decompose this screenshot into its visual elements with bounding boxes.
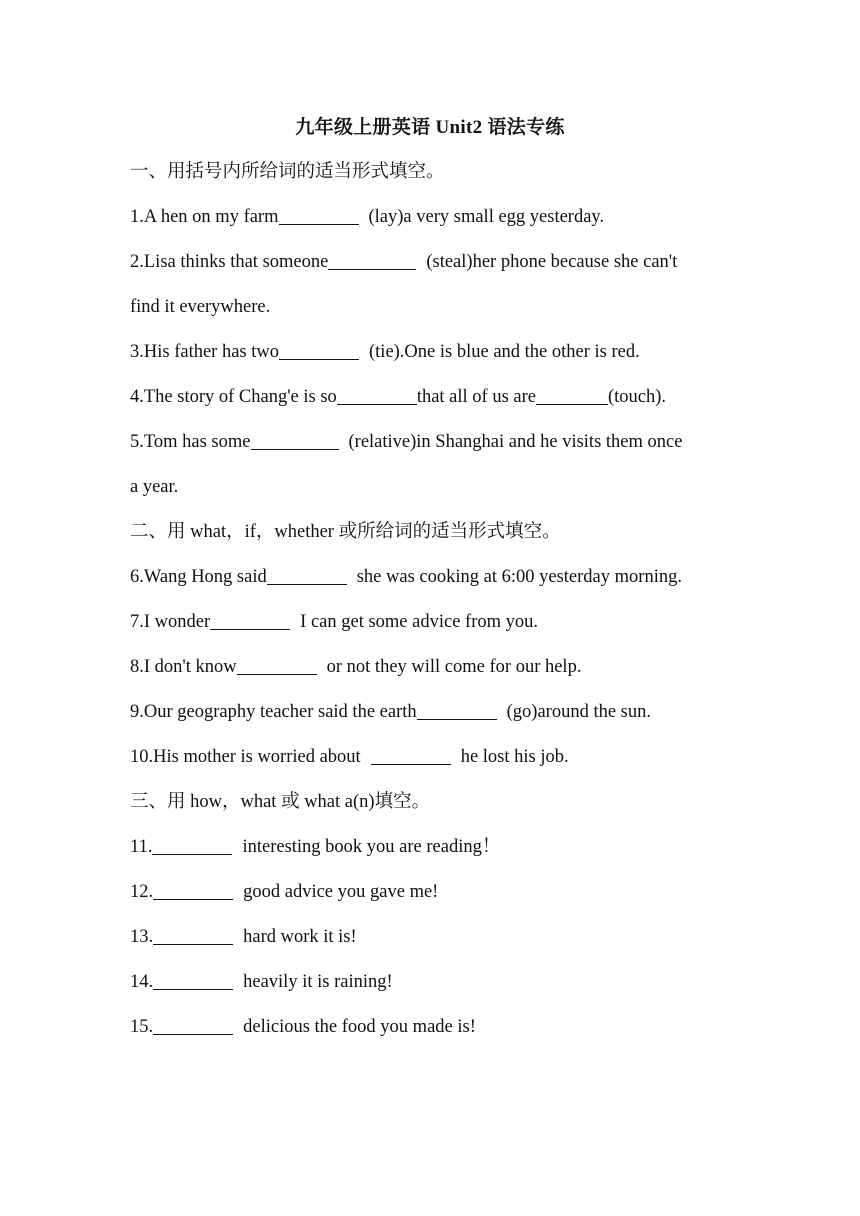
question-text: (lay)a very small egg yesterday. [368, 207, 605, 227]
question-10 [130, 743, 740, 771]
page-title: 九年级上册英语 Unit2 语法专练 [295, 117, 565, 138]
section-heading-2: 二、用 what，if，whether 或所给词的适当形式填空。 [130, 522, 561, 542]
answer-blank-2[interactable] [536, 384, 608, 405]
question-text: hard work it is! [243, 927, 357, 947]
question-text: 12. [130, 882, 154, 902]
question-text: 14. [130, 972, 154, 992]
answer-blank[interactable] [251, 429, 339, 450]
question-text: 3.His father has two [130, 342, 279, 362]
answer-blank[interactable] [237, 654, 317, 675]
question-text: 15. [130, 1017, 154, 1037]
question-text: 1.A hen on my farm [130, 207, 279, 227]
question-7 [130, 608, 740, 636]
answer-blank[interactable] [417, 699, 497, 720]
question-text: delicious the food you made is! [243, 1017, 476, 1037]
question-text: 10.His mother is worried about [130, 747, 361, 767]
answer-blank[interactable] [267, 564, 347, 585]
answer-blank[interactable] [152, 834, 232, 855]
question-14 [130, 968, 740, 996]
question-2-continuation: find it everywhere. [130, 297, 271, 317]
question-text: 8.I don't know [130, 657, 237, 677]
answer-blank[interactable] [279, 339, 359, 360]
question-5 [130, 428, 740, 456]
question-9 [130, 698, 740, 726]
question-text: 6.Wang Hong said [130, 567, 267, 587]
answer-blank[interactable] [279, 204, 359, 225]
question-text: (steal)her phone because she can't [426, 252, 678, 272]
section-heading-1: 一、用括号内所给词的适当形式填空。 [130, 162, 445, 182]
question-text: (go)around the sun. [506, 702, 651, 722]
question-text: (relative)in Shanghai and he visits them once [348, 432, 683, 452]
question-1 [130, 203, 740, 231]
answer-blank[interactable] [328, 249, 416, 270]
answer-blank[interactable] [153, 969, 233, 990]
question-12 [130, 878, 740, 906]
question-text: 2.Lisa thinks that someone [130, 252, 329, 272]
answer-blank[interactable] [371, 744, 451, 765]
question-text: (touch). [608, 387, 667, 407]
question-11 [130, 833, 740, 861]
section-heading-3: 三、用 how，what 或 what a(n)填空。 [130, 792, 431, 812]
question-text: he lost his job. [460, 747, 569, 767]
answer-blank[interactable] [153, 924, 233, 945]
question-text: or not they will come for our help. [326, 657, 582, 677]
question-text: she was cooking at 6:00 yesterday morning. [356, 567, 682, 587]
question-text: 13. [130, 927, 154, 947]
question-13 [130, 923, 740, 951]
question-text: I can get some advice from you. [300, 612, 539, 632]
question-8 [130, 653, 740, 681]
question-text: 11. [130, 837, 153, 857]
question-text: 5.Tom has some [130, 432, 251, 452]
question-text: 4.The story of Chang'e is so [130, 387, 337, 407]
question-3 [130, 338, 740, 366]
question-5-continuation: a year. [130, 477, 179, 497]
question-text: interesting book you are reading！ [242, 837, 501, 857]
answer-blank[interactable] [153, 879, 233, 900]
question-text: heavily it is raining! [243, 972, 393, 992]
question-2 [130, 248, 740, 276]
answer-blank[interactable] [210, 609, 290, 630]
question-text: good advice you gave me! [243, 882, 439, 902]
question-6 [130, 563, 740, 591]
answer-blank-1[interactable] [337, 384, 417, 405]
question-4 [130, 383, 740, 411]
question-text: that all of us are [416, 387, 536, 407]
question-text: (tie).One is blue and the other is red. [369, 342, 640, 362]
answer-blank[interactable] [153, 1014, 233, 1035]
question-text: 7.I wonder [130, 612, 211, 632]
question-text: 9.Our geography teacher said the earth [130, 702, 417, 722]
question-15 [130, 1013, 740, 1041]
